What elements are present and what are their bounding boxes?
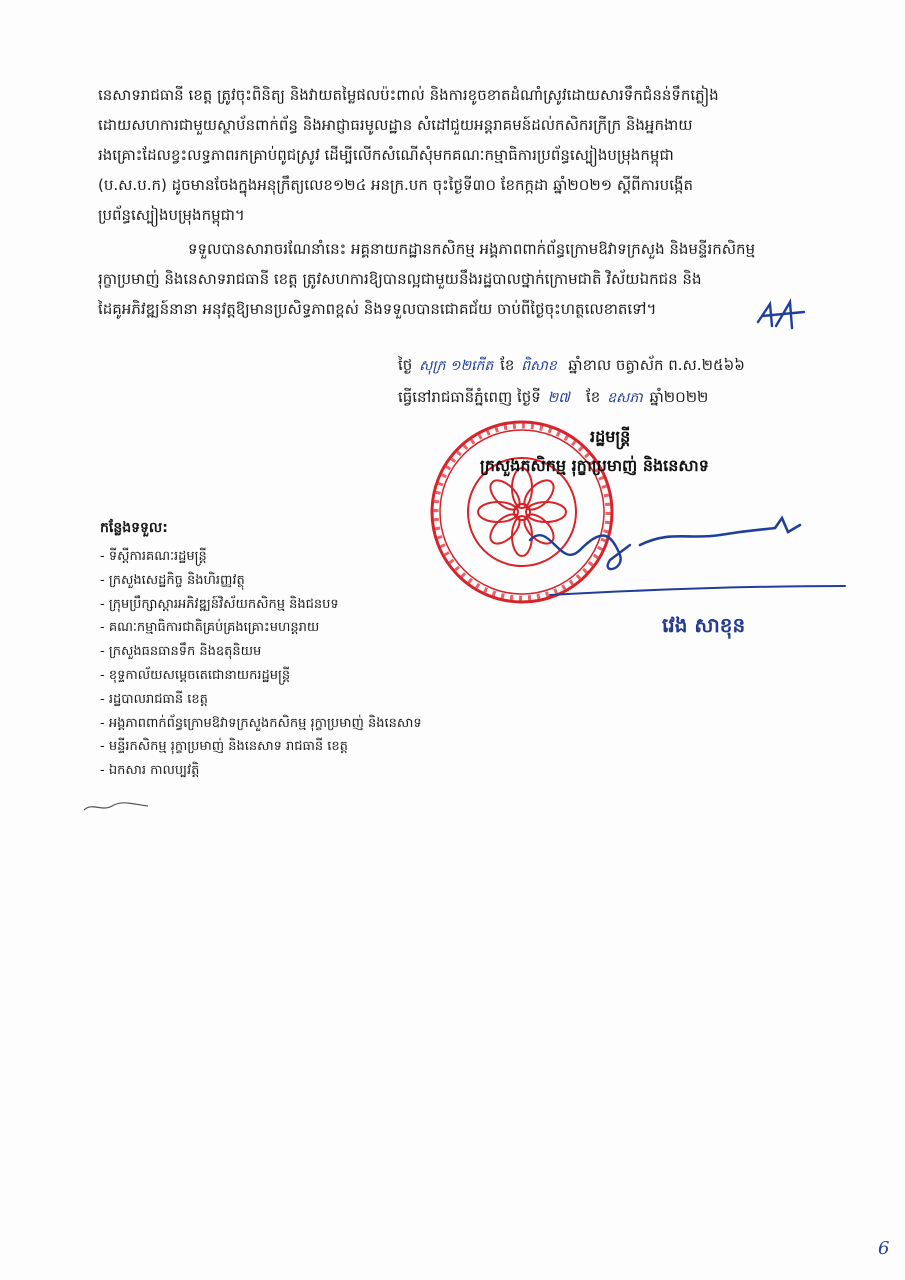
paragraph-1	[98, 80, 853, 230]
lunar-day-handwritten: សុក្រ ១២កើត	[419, 358, 494, 374]
solar-date-prefix: ធ្វើនៅរាជធានីភ្នំពេញ ថ្ងៃទី	[398, 388, 541, 406]
recipient-item: - ក្រុមប្រឹក្សាស្តារអភិវឌ្ឍន៍វិស័យកសិកម្ម និងជនបទ	[100, 593, 422, 617]
solar-year-text: ឆ្នាំ២០២២	[649, 388, 709, 406]
recipient-item: - មន្ទីរកសិកម្ម រុក្ខាប្រមាញ់ និងនេសាទ រាជធានី ខេត្ត	[100, 735, 422, 759]
recipient-item: - គណៈកម្មាធិការជាតិគ្រប់គ្រងគ្រោះមហន្តរាយ	[100, 616, 422, 640]
lunar-date-prefix: ថ្ងៃ	[398, 356, 413, 374]
recipient-item: - ក្រសួងធនធានទឹក និងឧតុនិយម	[100, 640, 422, 664]
ministry-name: ក្រសួងកសិកម្ម រុក្ខាប្រមាញ់ និងនេសាទ	[480, 456, 709, 475]
lunar-year-text: ឆ្នាំខាល ចត្វាស័ក ព.ស.២៥៦៦	[568, 356, 745, 374]
lunar-date-line	[398, 356, 745, 378]
solar-date-line	[398, 388, 708, 410]
recipient-item: - ខុទ្ទកាល័យសម្តេចតេជោនាយករដ្ឋមន្ត្រី	[100, 664, 422, 688]
paragraph-2-line: រុក្ខាប្រមាញ់ និងនេសាទរាជធានី ខេត្ត ត្រូវសហការឱ្យបានល្អជាមួយនឹងរដ្ឋបាលថ្នាក់ក្រោមជាតិ វិស័យឯកជន និង	[98, 270, 702, 288]
paragraph-2-line: ទទួលបានសារាចរណែនាំនេះ អគ្គនាយកដ្ឋានកសិកម្ម អង្គភាពពាក់ព័ន្ធក្រោមឱវាទក្រសួង និងមន្ទីរកសិកម្ម	[188, 240, 756, 258]
recipients-title: កន្លែងទទួល:	[100, 520, 168, 536]
paragraph-1-line: ដោយសហការជាមួយស្ថាប័នពាក់ព័ន្ធ និងអាជ្ញាធរមូលដ្ឋាន សំដៅជួយអន្តរាគមន៍ដល់កសិករក្រីក្រ និងអ្នកងាយ	[98, 116, 693, 134]
recipient-item: - អង្គភាពពាក់ព័ន្ធក្រោមឱវាទក្រសួងកសិកម្ម រុក្ខាប្រមាញ់ និងនេសាទ	[100, 712, 422, 736]
lunar-month-handwritten: ពិសាខ	[521, 358, 557, 374]
paragraph-1-line: រងគ្រោះដែលខ្វះលទ្ធភាពរកគ្រាប់ពូជស្រូវ ដើម្បីលើកសំណើសុំមកគណៈកម្មាធិការប្រព័ន្ធស្បៀងបម្រុងកម្ពុជា	[98, 146, 674, 164]
paragraph-1-line: (ប.ស.ប.ក) ដូចមានចែងក្នុងអនុក្រឹត្យលេខ១២៤ អនក្រ.បក ចុះថ្ងៃទី៣០ ខែកក្កដា ឆ្នាំ២០២១ ស្តីពីការបង្កើត	[98, 176, 694, 194]
solar-month-label: ខែ	[586, 388, 601, 406]
recipient-item: - រដ្ឋបាលរាជធានី ខេត្ត	[100, 688, 422, 712]
signer-name: វេង សាខុន	[662, 613, 746, 637]
lunar-month-label: ខែ	[500, 356, 515, 374]
recipients-block	[100, 518, 422, 783]
page-number: 6	[878, 1238, 890, 1259]
paragraph-2	[98, 234, 853, 324]
recipient-item: - ទីស្តីការគណៈរដ្ឋមន្ត្រី	[100, 545, 422, 569]
solar-day-handwritten: ២៧	[547, 390, 570, 406]
recipient-item: - ក្រសួងសេដ្ឋកិច្ច និងហិរញ្ញវត្ថុ	[100, 569, 422, 593]
paragraph-2-line: ដៃគូអភិវឌ្ឍន៍នានា អនុវត្តឱ្យមានប្រសិទ្ធភាពខ្ពស់ និងទទួលបានជោគជ័យ ចាប់ពីថ្ងៃចុះហត្ថលេខាតទៅ។	[98, 300, 657, 318]
solar-month-handwritten: ឧសភា	[607, 390, 643, 406]
handwritten-mark	[82, 792, 152, 814]
paragraph-1-line: ប្រព័ន្ធស្បៀងបម្រុងកម្ពុជា។	[98, 206, 245, 224]
recipients-list	[100, 545, 422, 783]
initial-mark	[752, 298, 812, 332]
recipient-item: - ឯកសារ កាលប្បវត្តិ	[100, 759, 422, 783]
minister-title: រដ្ឋមន្ត្រី	[590, 427, 631, 446]
paragraph-1-line: នេសាទរាជធានី ខេត្ត ត្រូវចុះពិនិត្យ និងវាយតម្លៃផលប៉ះពាល់ និងការខូចខាតដំណាំស្រូវដោយសារទឹកជំនន់ទឹកភ្លៀង	[98, 86, 719, 104]
minister-signature	[520, 500, 850, 610]
